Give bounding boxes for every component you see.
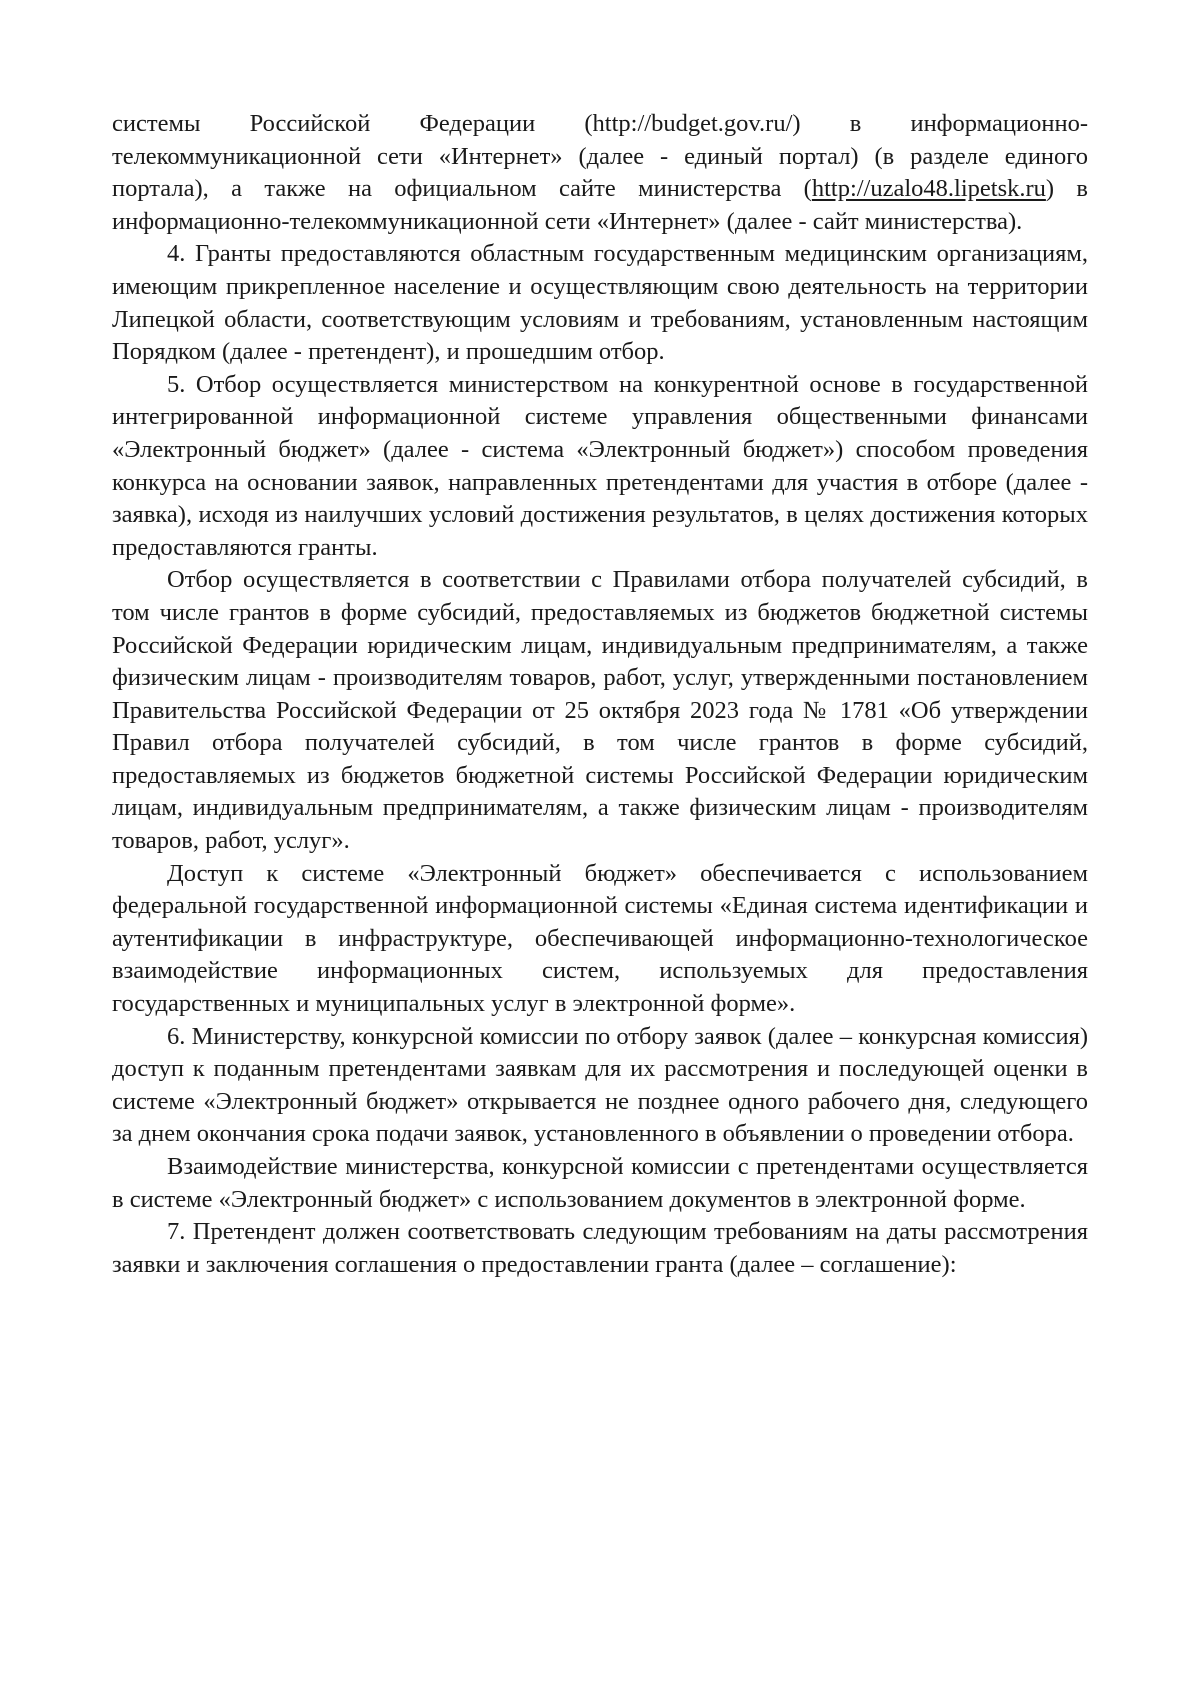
paragraph-selection-rules: Отбор осуществляется в соответствии с Правилами отбора получателей субсидий, в том числе грантов в форме субсидий, предоставляемых из бюджетов бюджетной системы Российской Федерации юридическим лицам, индивидуальным предпринимателям, а также физическим лицам - производителям товаров, работ, услуг, утвержденными постановлением Правительства Российской Федерации от 25 октября 2023 года № 1781 «Об утверждении Правил отбора получателей субсидий, в том числе грантов в форме субсидий, предоставляемых из бюджетов бюджетной системы Российской Федерации юридическим лицам, индивидуальным предпринимателям, а также физическим лицам - производителям товаров, работ, услуг». xyxy=(112,566,1088,855)
paragraph-access: Доступ к системе «Электронный бюджет» обеспечивается с использованием федеральной государственной информационной системы «Единая система идентификации и аутентификации в инфраструктуре, обеспечивающей информационно-технологическое взаимодействие информационных систем, используемых для предоставления государственных и муниципальных услуг в электронной форме». xyxy=(112,859,1088,1018)
paragraph-item-7: 7. Претендент должен соответствовать следующим требованиям на даты рассмотрения заявки и заключения соглашения о предоставлении гранта (далее – соглашение): xyxy=(112,1218,1088,1278)
paragraph-continuation xyxy=(112,108,1088,238)
paragraph-text: ) в информационно-телекоммуникационной сети «Интернет» (далее - сайт министерства). xyxy=(112,175,1088,235)
paragraph-interaction: Взаимодействие министерства, конкурсной комиссии с претендентами осуществляется в системе «Электронный бюджет» с использованием документов в электронной форме. xyxy=(112,1153,1088,1213)
ministry-site-link[interactable]: http://uzalo48.lipetsk.ru xyxy=(811,175,1046,203)
paragraph-item-6: 6. Министерству, конкурсной комиссии по отбору заявок (далее – конкурсная комиссия) доступ к поданным претендентами заявкам для их рассмотрения и последующей оценки в системе «Электронный бюджет» открывается не позднее одного рабочего дня, следующего за днем окончания срока подачи заявок, установленного в объявлении о проведении отбора. xyxy=(112,1022,1088,1148)
paragraph-item-5: 5. Отбор осуществляется министерством на конкурентной основе в государственной интегрированной информационной системе управления общественными финансами «Электронный бюджет» (далее - система «Электронный бюджет») способом проведения конкурса на основании заявок, направленных претендентами для участия в отборе (далее - заявка), исходя из наилучших условий достижения результатов, в целях достижения которых предоставляются гранты. xyxy=(112,370,1088,561)
paragraph-text: системы Российской Федерации (http://budget.gov.ru/) в информационно-телекоммуникационной сети «Интернет» (далее - единый портал) (в разделе единого портала), а также на официальном сайте министерства ( xyxy=(112,110,1088,203)
paragraph-item-4: 4. Гранты предоставляются областным государственным медицинским организациям, имеющим прикрепленное население и осуществляющим свою деятельность на территории Липецкой области, соответствующим условиям и требованиям, установленным настоящим Порядком (далее - претендент), и прошедшим отбор. xyxy=(112,240,1088,366)
